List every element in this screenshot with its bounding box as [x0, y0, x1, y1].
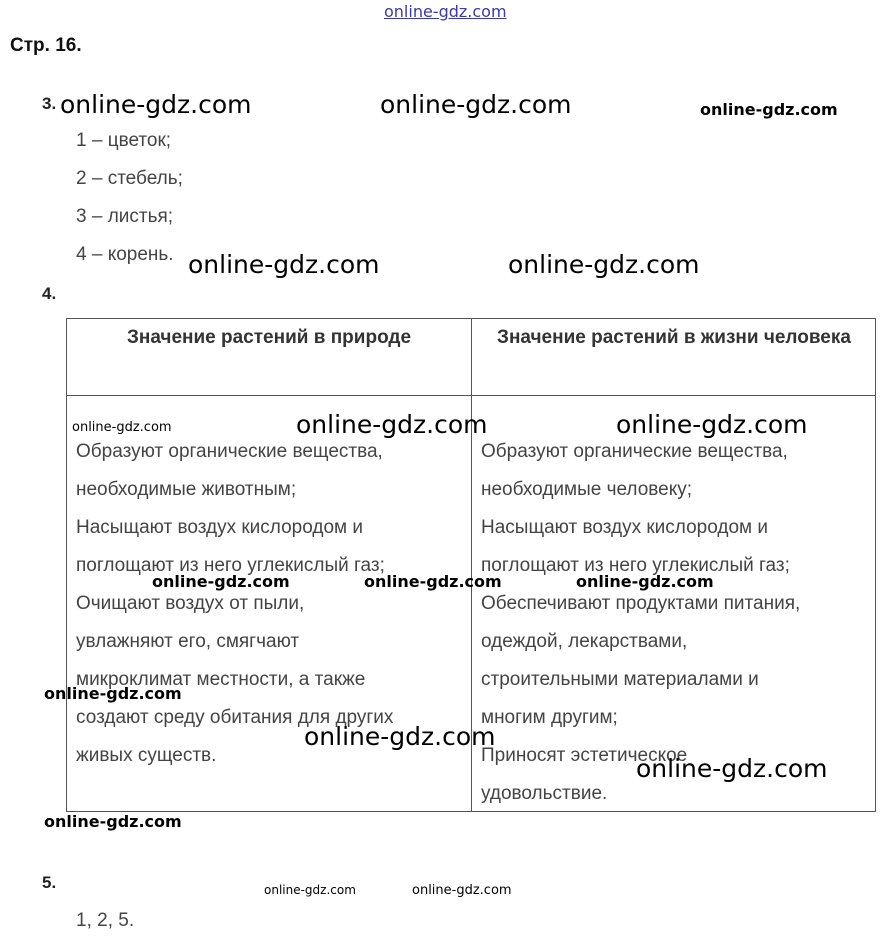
table-header-human: Значение растений в жизни человека [497, 327, 851, 348]
watermark: online-gdz.com [188, 250, 380, 279]
watermark: online-gdz.com [152, 572, 290, 591]
task-5-answer: 1, 2, 5. [76, 910, 135, 931]
table-line: Приносят эстетическое [481, 745, 688, 766]
table-line: увлажняют его, смягчают [76, 631, 300, 652]
watermark: online-gdz.com [296, 410, 488, 439]
watermark: online-gdz.com [304, 722, 496, 751]
watermark: online-gdz.com [44, 684, 182, 703]
watermark: online-gdz.com [364, 572, 502, 591]
watermark: online-gdz.com [72, 420, 172, 435]
watermark: online-gdz.com [636, 754, 828, 783]
table-line: Насыщают воздух кислородом и [76, 517, 363, 538]
table-line: удовольствие. [481, 783, 608, 804]
page-title: Стр. 16. [10, 35, 82, 56]
list-item-1: 1 – цветок; [76, 130, 172, 151]
table-line: одеждой, лекарствами, [481, 631, 688, 652]
watermark: online-gdz.com [44, 812, 182, 831]
table-line: Образуют органические вещества, [481, 441, 788, 462]
task-5-number: 5. [42, 873, 57, 892]
watermark: online-gdz.com [700, 100, 838, 119]
table-line: поглощают из него углекислый газ; [481, 555, 790, 576]
table-line: Насыщают воздух кислородом и [481, 517, 768, 538]
table-line: микроклимат местности, а также [76, 669, 366, 690]
header-divider [67, 395, 875, 396]
list-item-2: 2 – стебель; [76, 168, 183, 189]
table-header-nature: Значение растений в природе [126, 327, 412, 348]
table-line: живых существ. [76, 745, 217, 766]
table-line: Обеспечивают продуктами питания, [481, 593, 801, 614]
watermark: online-gdz.com [380, 90, 572, 119]
watermark: online-gdz.com [576, 572, 714, 591]
list-item-3: 3 – листья; [76, 206, 174, 227]
task-3-number: 3. [42, 94, 57, 113]
watermark: online-gdz.com [508, 250, 700, 279]
table-line: поглощают из него углекислый газ; [76, 555, 385, 576]
watermark: online-gdz.com [264, 883, 356, 897]
table-line: Очищают воздух от пыли, [76, 593, 305, 614]
list-item-4: 4 – корень. [76, 244, 174, 265]
table-line: создают среду обитания для других [76, 707, 394, 728]
watermark: online-gdz.com [60, 90, 252, 119]
watermark: online-gdz.com [616, 410, 808, 439]
table-line: многим другим; [481, 707, 618, 728]
task-4-number: 4. [42, 284, 57, 303]
watermark: online-gdz.com [412, 883, 512, 898]
table-line: строительными материалами и [481, 669, 759, 690]
table-line: необходимые человеку; [481, 479, 693, 500]
table-line: необходимые животным; [76, 479, 297, 500]
site-link[interactable]: online-gdz.com [384, 2, 507, 21]
table-line: Образуют органические вещества, [76, 441, 383, 462]
